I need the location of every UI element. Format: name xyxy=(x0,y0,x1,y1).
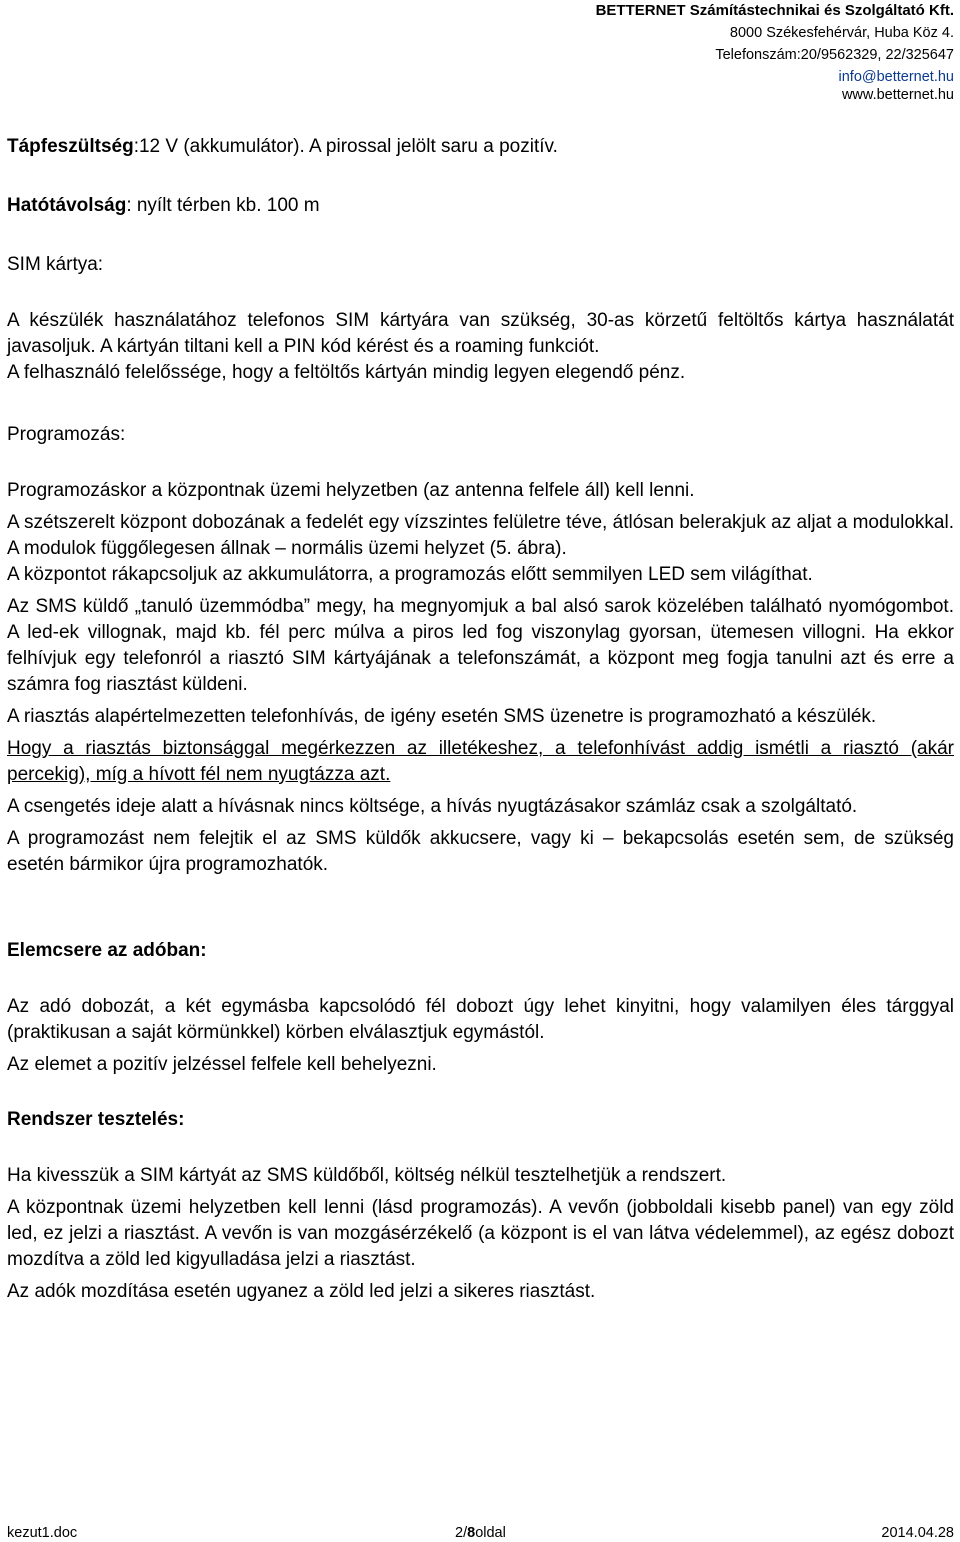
range-text: : nyílt térben kb. 100 m xyxy=(126,195,320,216)
programming-paragraph-8: A programozást nem felejtik el az SMS küldők akkucsere, vagy ki – bekapcsolás esetén sem, de szükség esetén bármikor újra programozhatók. xyxy=(7,828,954,875)
programming-paragraph-4: Az SMS küldő „tanuló üzemmódba” megy, ha megnyomjuk a bal alsó sarok közelében található nyomógombot. A led-ek villognak, majd kb. fél perc múlva a piros led fog viszonylag gyorsan, ütemesen villogni. Ha ekkor felhívjuk egy telefonról a riasztó SIM kártyájának a telefonszámát, a központ meg fogja tanulni azt és erre a számra fog riasztást küldeni. xyxy=(7,596,954,695)
battery-paragraph-1: Az adó dobozát, a két egymásba kapcsolódó fél dobozt úgy lehet kinyitni, hogy valamilyen éles tárggyal (praktikusan a saját körmünkkel) körben elválasztjuk egymástól. xyxy=(7,996,954,1043)
range-line xyxy=(7,193,320,219)
page-footer xyxy=(7,1524,954,1542)
footer-date: 2014.04.28 xyxy=(881,1525,954,1541)
testing-paragraph-1: Ha kivesszük a SIM kártyát az SMS küldőből, költség nélkül tesztelhetjük a rendszert. xyxy=(7,1165,727,1186)
testing-paragraph-2: A központnak üzemi helyzetben kell lenni (lásd programozás). A vevőn (jobboldali kisebb panel) van egy zöld led, ez jelzi a riasztást. A vevőn is van mozgásérzékelő (a központ is el van látva védelemmel), az egész dobozt mozdítva a zöld led kigyulladása jelzi a riasztást. xyxy=(7,1197,954,1270)
sim-section xyxy=(7,308,954,386)
footer-page-number xyxy=(455,1524,506,1542)
battery-paragraph-2: Az elemet a pozitív jelzéssel felfele kell behelyezni. xyxy=(7,1054,437,1075)
footer-page-current: 2 xyxy=(455,1525,464,1541)
footer-filename: kezut1.doc xyxy=(7,1525,78,1541)
battery-section xyxy=(7,994,954,1078)
programming-paragraph-5: A riasztás alapértelmezetten telefonhívás, de igény esetén SMS üzenetre is programozható a készülék. xyxy=(7,706,877,727)
supply-line xyxy=(7,134,558,160)
programming-paragraph-7: A csengetés ideje alatt a hívásnak nincs költsége, a hívás nyugtázásakor számláz csak a szolgáltató. xyxy=(7,796,858,817)
company-website-link[interactable]: www.betternet.hu xyxy=(841,87,954,103)
sim-heading: SIM kártya: xyxy=(7,254,104,275)
page-header xyxy=(596,0,954,104)
programming-section xyxy=(7,478,954,878)
testing-section xyxy=(7,1163,954,1305)
company-name: BETTERNET Számítástechnikai és Szolgáltató Kft. xyxy=(595,2,954,19)
sim-paragraph-1: A készülék használatához telefonos SIM kártyára van szükség, 30-as körzetű feltöltős kártya használatát javasoljuk. A kártyán tiltani kell a PIN kód kérést és a roaming funkciót. xyxy=(7,310,954,357)
programming-paragraph-3: A központot rákapcsoljuk az akkumulátorra, a programozás előtt semmilyen LED sem világíthat. xyxy=(7,564,813,585)
testing-paragraph-3: Az adók mozdítása esetén ugyanez a zöld led jelzi a sikeres riasztást. xyxy=(7,1281,596,1302)
battery-heading: Elemcsere az adóban: xyxy=(7,940,207,961)
range-label: Hatótávolság xyxy=(7,195,127,216)
programming-paragraph-6: Hogy a riasztás biztonsággal megérkezzen az illetékeshez, a telefonhívást addig ismétli a riasztó (akár percekig), míg a hívott fél nem nyugtázza azt. xyxy=(7,738,954,785)
testing-heading: Rendszer tesztelés: xyxy=(7,1109,185,1130)
sim-paragraph-2: A felhasználó felelőssége, hogy a feltöltős kártyán mindig legyen elegendő pénz. xyxy=(7,362,686,383)
supply-text: :12 V (akkumulátor). A pirossal jelölt saru a pozitív. xyxy=(133,136,558,157)
footer-page-total: 8 xyxy=(467,1525,476,1541)
footer-page-separator: / xyxy=(463,1525,468,1541)
programming-heading: Programozás: xyxy=(7,424,126,445)
company-email-link[interactable]: info@betternet.hu xyxy=(838,69,954,85)
company-phone: Telefonszám:20/9562329, 22/325647 xyxy=(715,47,954,63)
footer-page-suffix: oldal xyxy=(475,1525,506,1541)
programming-paragraph-1: Programozáskor a központnak üzemi helyzetben (az antenna felfele áll) kell lenni. xyxy=(7,480,695,501)
company-address: 8000 Székesfehérvár, Huba Köz 4. xyxy=(729,25,954,41)
programming-paragraph-2: A szétszerelt központ dobozának a fedelét egy vízszintes felületre téve, átlósan belerakjuk az aljat a modulokkal. A modulok függőlegesen állnak – normális üzemi helyzet (5. ábra). xyxy=(7,512,954,559)
supply-label: Tápfeszültség xyxy=(7,136,134,157)
